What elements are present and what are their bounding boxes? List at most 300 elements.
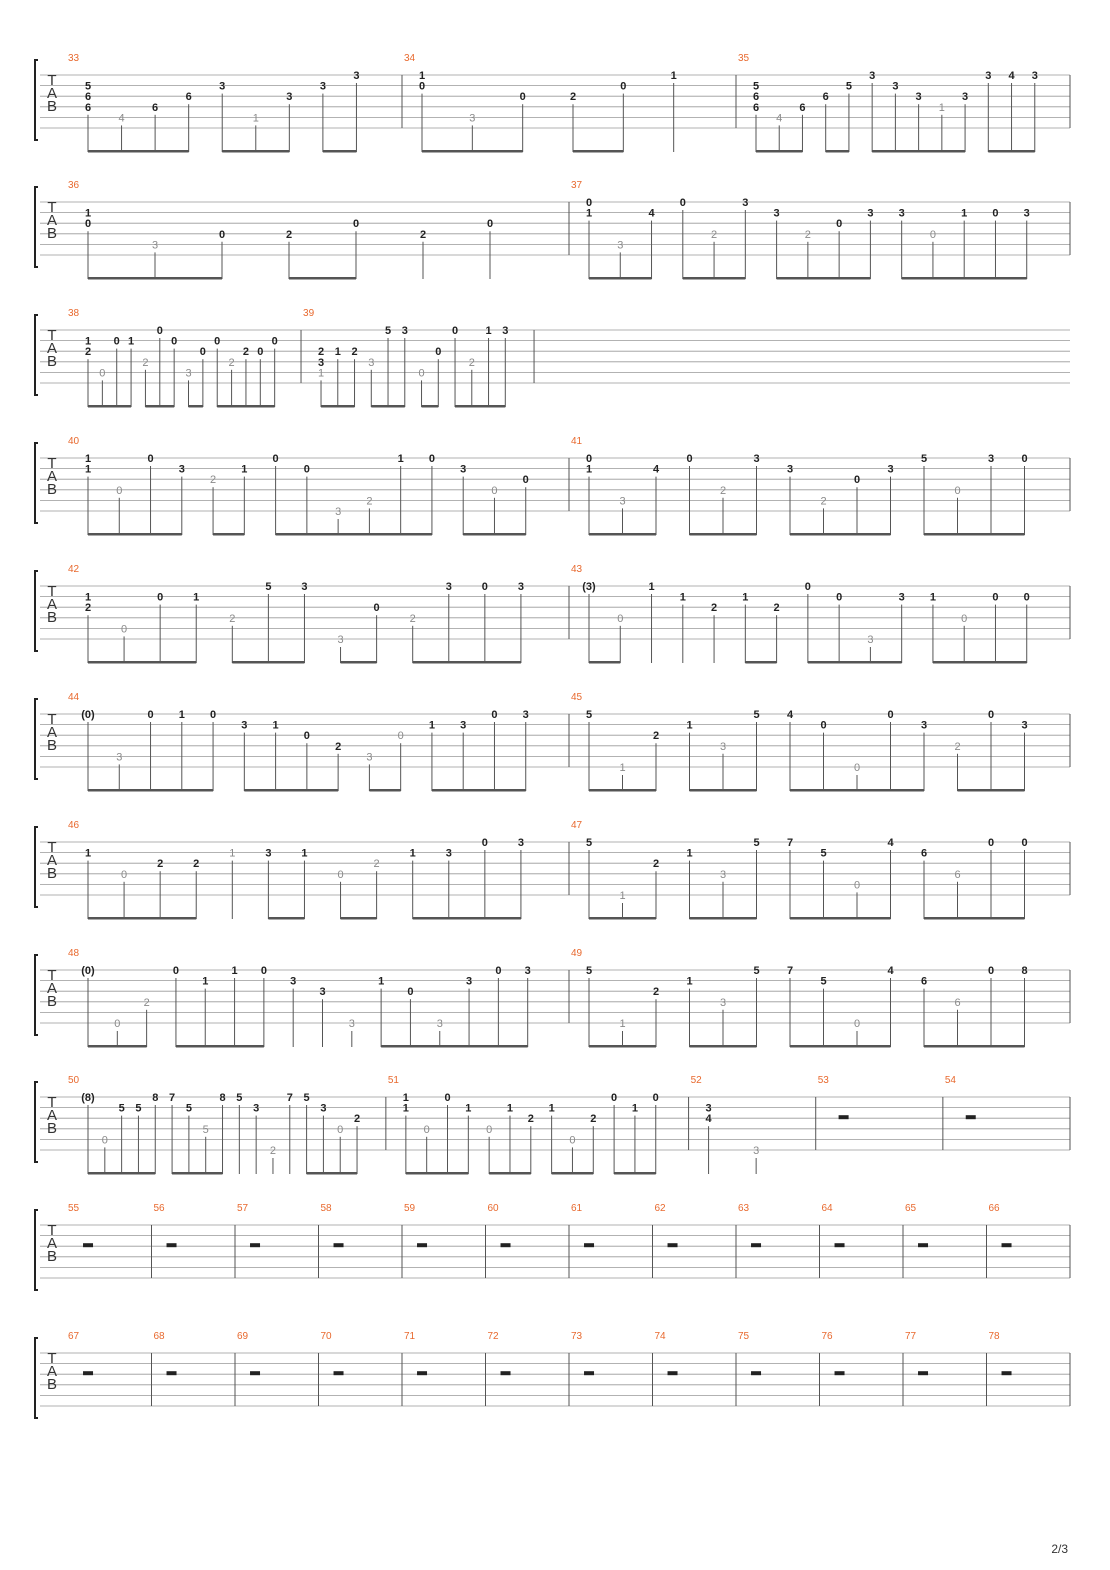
fret-number: 3	[1021, 719, 1028, 732]
fret-number: 1	[378, 975, 385, 988]
whole-rest	[501, 1371, 511, 1375]
fret-number: 0	[303, 730, 310, 743]
beam	[88, 917, 196, 920]
tab-system	[35, 53, 1070, 153]
beam	[589, 277, 652, 280]
beam	[958, 789, 1025, 792]
whole-rest	[167, 1371, 177, 1375]
fret-number: 0	[428, 453, 435, 465]
fret-number: 0	[836, 218, 843, 231]
measure-number: 61	[571, 1203, 583, 1214]
fret-number: 0	[686, 453, 693, 465]
fret-number: 1	[686, 975, 693, 988]
fret-number: 0	[620, 80, 627, 93]
fret-number: 3	[337, 634, 344, 646]
fret-number: 2	[804, 228, 811, 241]
fret-number: 0	[929, 228, 936, 241]
tab-clef-letter: B	[46, 1376, 58, 1393]
whole-rest	[966, 1115, 976, 1119]
tab-clef-letter: A	[46, 724, 58, 741]
fret-number: 2	[335, 740, 342, 753]
fret-number: 3	[290, 975, 297, 988]
tab-system	[35, 564, 1070, 664]
tab-clef-letter: B	[46, 865, 58, 882]
fret-number: (0)	[81, 709, 95, 721]
fret-number: 0	[652, 1092, 659, 1104]
tab-clef-letter: T	[47, 1094, 57, 1111]
fret-number: 0	[585, 453, 593, 465]
measure-number: 57	[237, 1203, 249, 1214]
fret-number: 6	[920, 975, 928, 988]
fret-number: 3	[773, 207, 780, 220]
fret-number: 0	[853, 762, 861, 774]
beam	[988, 150, 1034, 153]
fret-number: 3	[469, 112, 476, 125]
fret-number: 3	[719, 740, 727, 753]
fret-number: 0	[373, 602, 380, 615]
fret-number: 3	[366, 751, 373, 764]
beam	[88, 405, 131, 408]
tab-clef-letter: T	[47, 1350, 57, 1367]
fret-number: 0	[218, 228, 226, 241]
fret-number: 3	[517, 837, 524, 849]
system-bracket	[35, 955, 38, 1035]
beam	[189, 405, 203, 408]
fret-number: 2	[773, 602, 780, 615]
beam	[573, 150, 623, 153]
measure-number: 34	[404, 53, 416, 64]
whole-rest	[417, 1371, 427, 1375]
beam	[321, 405, 355, 408]
fret-number: 5	[585, 709, 593, 721]
tab-clef-letter: A	[46, 1363, 58, 1380]
measure-number: 68	[153, 1331, 165, 1342]
tab-clef-letter: A	[46, 340, 58, 357]
fret-number: 0	[397, 730, 404, 743]
system-bracket	[35, 699, 38, 779]
tab-clef-letter: T	[47, 583, 57, 600]
tab-clef-letter: B	[46, 993, 58, 1010]
fret-number: 3	[436, 1018, 443, 1030]
fret-number: 0	[987, 965, 995, 977]
fret-number: 1	[241, 463, 248, 476]
fret-number: 1	[648, 581, 655, 593]
fret-number: (0)	[81, 965, 95, 977]
measure-number: 35	[738, 53, 750, 64]
beam	[222, 150, 289, 153]
fret-number: 5	[265, 581, 272, 593]
fret-number: 1	[229, 847, 236, 860]
fret-number: 2	[652, 730, 660, 743]
tab-clef-letter: B	[46, 737, 58, 754]
tab-clef-letter: T	[47, 967, 57, 984]
measure-number: 47	[571, 820, 583, 831]
fret-number: 3	[253, 1102, 260, 1115]
beam	[232, 661, 304, 664]
fret-number: 2	[820, 495, 827, 508]
fret-number: 1	[686, 719, 693, 732]
measure-number: 78	[988, 1331, 1000, 1342]
beam	[589, 1045, 656, 1048]
fret-number: 7	[169, 1092, 176, 1104]
measure-number: 70	[320, 1331, 332, 1342]
fret-number: 3	[185, 367, 192, 380]
fret-number: 0	[820, 719, 827, 732]
beam	[924, 1045, 1025, 1048]
fret-number: 0	[337, 1123, 344, 1136]
measure-number: 43	[571, 564, 583, 575]
beam	[406, 1172, 468, 1175]
fret-number: 4	[118, 112, 125, 125]
beam	[217, 405, 274, 408]
fret-number: 3	[920, 719, 928, 732]
fret-number: 3	[178, 463, 185, 476]
fret-number: 1	[619, 762, 626, 774]
fret-number: 0	[853, 879, 861, 892]
fret-number: 2	[229, 612, 236, 625]
measure-number: 67	[68, 1331, 80, 1342]
beam	[872, 150, 965, 153]
fret-number: 2	[84, 602, 92, 615]
measure-number: 46	[68, 820, 80, 831]
whole-rest	[835, 1243, 845, 1247]
fret-number: 4	[786, 709, 794, 721]
beam	[88, 150, 189, 153]
fret-number: 7	[786, 965, 794, 977]
fret-number: 6	[752, 91, 760, 104]
beam	[690, 1045, 757, 1048]
fret-number: 2	[590, 1113, 597, 1126]
fret-number: 2	[142, 356, 149, 369]
fret-number: (3)	[582, 581, 596, 593]
whole-rest	[918, 1243, 928, 1247]
system-bracket	[35, 1082, 38, 1162]
fret-number: 2	[652, 986, 660, 999]
fret-number: 0	[987, 709, 995, 721]
fret-number: 1	[84, 335, 92, 348]
fret-number: 0	[887, 709, 894, 721]
tab-clef-letter: B	[46, 98, 58, 115]
fret-number: 3	[460, 463, 467, 476]
fret-number: 3	[286, 91, 293, 104]
beam	[455, 405, 505, 408]
tab-clef-letter: A	[46, 852, 58, 869]
fret-number: 0	[147, 709, 154, 721]
fret-number: 0	[491, 484, 498, 497]
measure-number: 60	[487, 1203, 499, 1214]
fret-number: 5	[820, 975, 827, 988]
fret-number: 2	[157, 858, 164, 871]
measure-number: 74	[654, 1331, 666, 1342]
fret-number: 0	[451, 325, 459, 337]
fret-number: 0	[156, 325, 163, 337]
system-bracket	[35, 60, 38, 140]
fret-number: 6	[799, 101, 806, 114]
beam	[614, 1172, 656, 1175]
beam	[589, 789, 656, 792]
fret-number: 0	[954, 484, 961, 497]
beam	[307, 1172, 357, 1175]
fret-number: 0	[481, 581, 488, 593]
fret-number: 0	[481, 837, 488, 849]
fret-number: 6	[152, 101, 159, 114]
measure-number: 38	[68, 308, 80, 319]
measure-number: 40	[68, 436, 80, 447]
fret-number: 3	[898, 207, 905, 220]
fret-number: 3	[317, 356, 325, 369]
measure-number: 37	[571, 180, 583, 191]
fret-number: 3	[898, 591, 905, 604]
fret-number: 1	[402, 1092, 409, 1104]
fret-number: 0	[84, 218, 92, 231]
fret-number: 0	[836, 591, 843, 604]
fret-number: 1	[929, 591, 936, 604]
fret-number: 5	[820, 847, 827, 860]
fret-number: 0	[853, 474, 861, 487]
fret-number: 0	[272, 453, 279, 465]
fret-number: 5	[118, 1102, 125, 1115]
measure-number: 76	[821, 1331, 833, 1342]
fret-number: 0	[992, 591, 999, 604]
fret-number: 0	[495, 965, 502, 977]
fret-number: 3	[719, 996, 727, 1009]
measure-number: 54	[944, 1075, 956, 1086]
beam	[413, 917, 521, 920]
fret-number: 0	[519, 91, 526, 104]
fret-number: 0	[271, 335, 278, 348]
measure-number: 52	[690, 1075, 702, 1086]
fret-number: 1	[84, 847, 92, 860]
fret-number: 0	[435, 346, 442, 359]
fret-number: 1	[84, 591, 92, 604]
fret-number: 8	[219, 1092, 226, 1104]
fret-number: 3	[985, 70, 992, 82]
beam	[88, 1172, 155, 1175]
fret-number: 3	[319, 986, 326, 999]
fret-number: 4	[1008, 70, 1015, 82]
fret-number: 3	[1023, 207, 1030, 220]
fret-number: 4	[652, 463, 660, 476]
fret-number: 1	[465, 1102, 472, 1115]
fret-number: 5	[753, 965, 760, 977]
fret-number: 0	[210, 709, 217, 721]
fret-number: 2	[210, 474, 217, 487]
whole-rest	[584, 1371, 594, 1375]
fret-number: 5	[585, 837, 593, 849]
fret-number: 2	[285, 228, 293, 241]
beam	[422, 150, 523, 153]
beam	[172, 1172, 222, 1175]
fret-number: 1	[317, 367, 325, 380]
fret-number: 0	[199, 346, 206, 359]
tab-system	[35, 436, 1070, 536]
measure-number: 55	[68, 1203, 80, 1214]
fret-number: 3	[742, 197, 749, 209]
tab-system	[35, 308, 1070, 408]
measure-number: 62	[654, 1203, 666, 1214]
beam	[489, 1172, 531, 1175]
whole-rest	[167, 1243, 177, 1247]
fret-number: 1	[409, 847, 416, 860]
fret-number: 0	[257, 346, 264, 359]
tab-clef-letter: A	[46, 468, 58, 485]
fret-number: 4	[705, 1113, 712, 1126]
measure-number: 36	[68, 180, 80, 191]
measure-number: 72	[487, 1331, 499, 1342]
fret-number: 0	[171, 335, 178, 348]
fret-number: (8)	[81, 1092, 95, 1104]
measure-number: 71	[404, 1331, 416, 1342]
fret-number: 1	[231, 965, 238, 977]
fret-number: 2	[351, 346, 358, 359]
beam	[289, 277, 356, 280]
beam	[463, 533, 526, 536]
fret-number: 1	[742, 591, 749, 604]
fret-number: 0	[423, 1123, 430, 1136]
measure-number: 44	[68, 692, 80, 703]
measure-number: 50	[68, 1075, 80, 1086]
whole-rest	[83, 1243, 93, 1247]
tab-clef-letter: B	[46, 1248, 58, 1265]
beam	[88, 533, 182, 536]
fret-number: 0	[961, 612, 968, 625]
fret-number: 2	[242, 346, 250, 359]
tab-system	[35, 1075, 1070, 1175]
measure-number: 58	[320, 1203, 332, 1214]
tab-clef-letter: A	[46, 596, 58, 613]
fret-number: 3	[265, 847, 272, 860]
fret-number: 0	[486, 1123, 493, 1136]
fret-number: 1	[485, 325, 492, 337]
fret-number: 0	[113, 335, 120, 348]
fret-number: 3	[116, 751, 123, 764]
whole-rest	[417, 1243, 427, 1247]
page-number: 2/3	[1051, 1542, 1068, 1556]
beam	[924, 533, 1025, 536]
whole-rest	[334, 1371, 344, 1375]
fret-number: 1	[84, 207, 92, 220]
fret-number: 3	[151, 239, 159, 252]
fret-number: 3	[962, 91, 969, 104]
whole-rest	[751, 1243, 761, 1247]
beam	[808, 661, 902, 664]
measure-number: 41	[571, 436, 583, 447]
beam	[690, 917, 757, 920]
fret-number: 2	[317, 346, 325, 359]
fret-number: 1	[938, 101, 945, 114]
fret-number: 1	[252, 112, 259, 125]
fret-number: 0	[486, 218, 494, 231]
fret-number: 3	[867, 207, 874, 220]
fret-number: 1	[178, 709, 185, 721]
whole-rest	[1002, 1371, 1012, 1375]
fret-number: 3	[524, 965, 531, 977]
fret-number: 0	[444, 1092, 451, 1104]
system-bracket	[35, 1338, 38, 1418]
beam	[777, 277, 871, 280]
whole-rest	[751, 1371, 761, 1375]
beam	[432, 789, 526, 792]
measure-number: 69	[237, 1331, 249, 1342]
beam	[88, 661, 196, 664]
fret-number: 1	[506, 1102, 514, 1115]
tab-system	[35, 1331, 1070, 1418]
beam	[381, 1045, 528, 1048]
measure-number: 49	[571, 948, 583, 959]
fret-number: 3	[502, 325, 509, 337]
fret-number: 1	[428, 719, 435, 732]
tab-clef-letter: A	[46, 212, 58, 229]
fret-number: 2	[719, 484, 727, 497]
fret-number: 1	[193, 591, 200, 604]
whole-rest	[584, 1243, 594, 1247]
beam	[552, 1172, 594, 1175]
fret-number: 3	[915, 91, 922, 104]
beam	[213, 533, 244, 536]
measure-number: 75	[738, 1331, 750, 1342]
fret-number: 5	[753, 837, 760, 849]
fret-number: 3	[445, 581, 452, 593]
fret-number: 6	[84, 91, 92, 104]
tab-system	[35, 692, 1070, 792]
beam	[244, 789, 338, 792]
fret-number: 3	[353, 70, 360, 82]
fret-number: 0	[679, 197, 686, 209]
fret-number: 0	[121, 868, 128, 881]
fret-number: 3	[219, 80, 226, 93]
fret-number: 1	[585, 463, 593, 476]
fret-number: 0	[987, 837, 995, 849]
measure-number: 63	[738, 1203, 750, 1214]
fret-number: 3	[301, 581, 308, 593]
fret-number: 3	[241, 719, 248, 732]
beam	[371, 405, 405, 408]
whole-rest	[83, 1371, 93, 1375]
fret-number: 1	[84, 453, 92, 465]
fret-number: 2	[954, 740, 961, 753]
fret-number: 0	[853, 1018, 861, 1030]
fret-number: 3	[348, 1018, 355, 1030]
system-bracket	[35, 443, 38, 523]
fret-number: 1	[631, 1102, 638, 1115]
tab-system	[35, 948, 1070, 1048]
fret-number: 0	[157, 591, 164, 604]
fret-number: 1	[272, 719, 279, 732]
fret-number: 0	[418, 80, 426, 93]
system-bracket	[35, 827, 38, 907]
fret-number: 2	[652, 858, 660, 871]
fret-number: 2	[143, 996, 150, 1009]
measure-number: 64	[821, 1203, 833, 1214]
system-bracket	[35, 1210, 38, 1290]
fret-number: 1	[686, 847, 693, 860]
fret-number: 6	[954, 996, 961, 1009]
fret-number: 4	[776, 112, 783, 125]
fret-number: 0	[337, 868, 344, 881]
beam	[176, 1045, 264, 1048]
fret-number: 2	[269, 1145, 277, 1157]
fret-number: 1	[418, 70, 426, 82]
fret-number: 0	[303, 463, 310, 476]
measure-number: 42	[68, 564, 80, 575]
beam	[745, 661, 776, 664]
beam	[589, 917, 656, 920]
fret-number: 0	[352, 218, 360, 231]
fret-number: 3	[368, 356, 375, 369]
fret-number: 3	[753, 1145, 760, 1157]
measure-number: 73	[571, 1331, 583, 1342]
fret-number: 5	[585, 965, 593, 977]
